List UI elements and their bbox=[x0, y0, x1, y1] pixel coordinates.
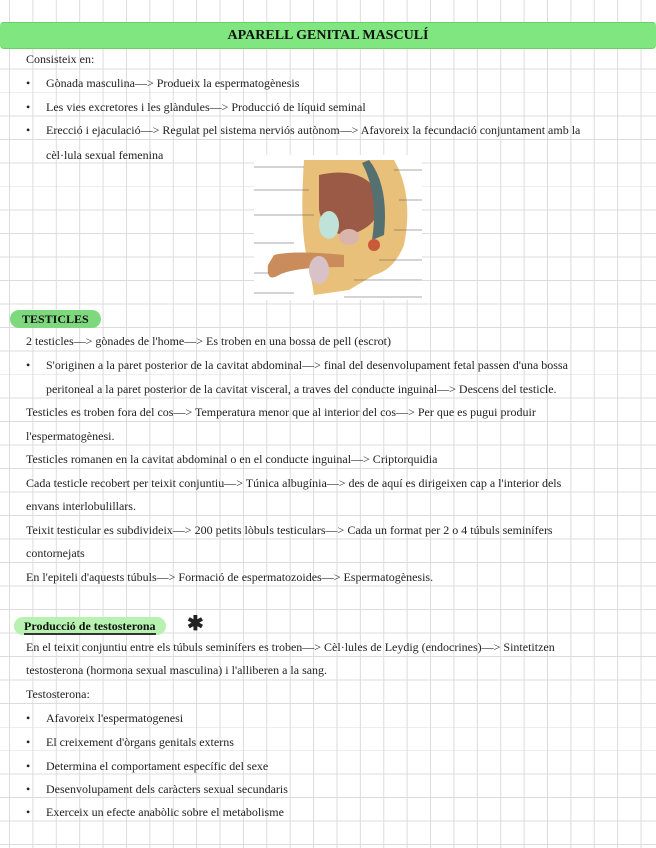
bullet: • bbox=[26, 76, 31, 90]
bullet: • bbox=[26, 711, 31, 725]
text-line: S'originen a la paret posterior de la cavitat abdominal—> final del desenvolupament fetal passen d'una bossa bbox=[46, 358, 568, 372]
text-line: Teixit testicular es subdivideix—> 200 petits lòbuls testiculars—> Cada un format per 2 o 4 túbuls seminífers bbox=[26, 523, 553, 537]
text-line: peritoneal a la paret posterior de la cavitat visceral, a traves del conducte inguinal—> Descens del testicle. bbox=[46, 382, 557, 396]
text-line: l'espermatogènesi. bbox=[26, 429, 115, 443]
bullet: • bbox=[26, 759, 31, 773]
text-line: Testosterona: bbox=[26, 687, 90, 701]
bullet: • bbox=[26, 805, 31, 819]
list-item: Determina el comportament específic del sexe bbox=[46, 759, 269, 773]
bullet: • bbox=[26, 735, 31, 749]
list-item: Desenvolupament dels caràcters sexual secundaris bbox=[46, 782, 288, 796]
section-heading-text: Producció de testosterona bbox=[24, 619, 156, 633]
section-heading-testosterona bbox=[14, 617, 166, 635]
bullet: • bbox=[26, 358, 31, 372]
section-heading-testicles: TESTICLES bbox=[10, 310, 101, 328]
list-item: Exerceix un efecte anabòlic sobre el metabolisme bbox=[46, 805, 284, 819]
list-item: El creixement d'òrgans genitals externs bbox=[46, 735, 234, 749]
asterisk-icon: ✱ bbox=[187, 613, 204, 635]
bullet: • bbox=[26, 782, 31, 796]
text-line: Testicles romanen en la cavitat abdominal o en el conducte inguinal—> Criptorquidia bbox=[26, 452, 438, 466]
intro-bullet: Les vies excretores i les glàndules—> Producció de líquid seminal bbox=[46, 100, 366, 114]
text-line: 2 testicles—> gònades de l'home—> Es troben en una bossa de pell (escrot) bbox=[26, 334, 391, 348]
page-title: APARELL GENITAL MASCULÍ bbox=[0, 22, 656, 49]
text-line: En l'epiteli d'aquests túbuls—> Formació de espermatozoides—> Espermatogènesis. bbox=[26, 570, 434, 584]
bullet: • bbox=[26, 123, 31, 137]
text-line: testosterona (hormona sexual masculina) i l'alliberen a la sang. bbox=[26, 663, 328, 677]
text-line: contornejats bbox=[26, 546, 85, 560]
intro-bullet: Erecció i ejaculació—> Regulat pel sistema nerviós autònom—> Afavoreix la fecundació conjuntament amb la bbox=[46, 123, 581, 137]
bullet: • bbox=[26, 100, 31, 114]
text-line: En el teixit conjuntiu entre els túbuls seminífers es troben—> Cèl·lules de Leydig (endocrines)—> Sintetitzen bbox=[26, 640, 555, 654]
text-line: Testicles es troben fora del cos—> Temperatura menor que al interior del cos—> Per que es pugui produir bbox=[26, 405, 536, 419]
intro-bullet-continuation: cèl·lula sexual femenina bbox=[46, 148, 164, 162]
intro-lead: Consisteix en: bbox=[26, 52, 95, 66]
list-item: Afavoreix l'espermatogenesi bbox=[46, 711, 184, 725]
text-line: envans interlobulillars. bbox=[26, 499, 136, 513]
text-line: Cada testicle recobert per teixit conjuntiu—> Túnica albugínia—> des de aquí es dirigeixen cap a l'interior dels bbox=[26, 476, 562, 490]
anatomy-diagram-image bbox=[254, 155, 422, 300]
intro-bullet: Gònada masculina—> Produeix la espermatogènesis bbox=[46, 76, 300, 90]
